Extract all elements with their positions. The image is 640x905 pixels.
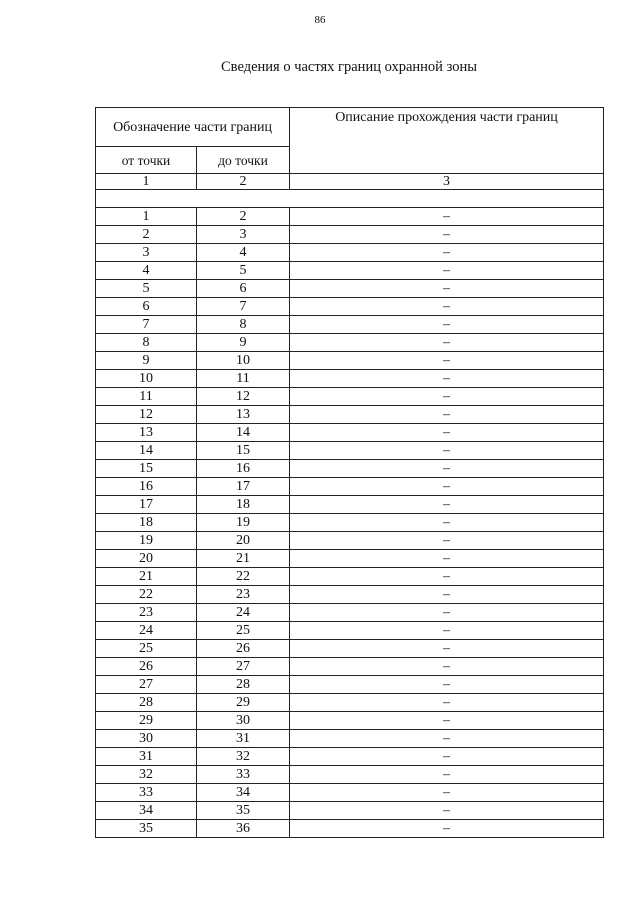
cell-description: –	[290, 298, 604, 316]
cell-to-point: 24	[197, 604, 290, 622]
section-spacer-row	[96, 190, 604, 208]
cell-to-point: 27	[197, 658, 290, 676]
cell-to-point: 2	[197, 208, 290, 226]
table-row	[96, 550, 604, 568]
cell-to-point: 3	[197, 226, 290, 244]
cell-from-point: 15	[96, 460, 197, 478]
cell-description: –	[290, 640, 604, 658]
table-row	[96, 532, 604, 550]
cell-from-point: 26	[96, 658, 197, 676]
cell-description: –	[290, 262, 604, 280]
header-boundary-part-designation: Обозначение части границ	[96, 108, 290, 147]
table-row	[96, 676, 604, 694]
table-row	[96, 748, 604, 766]
cell-from-point: 33	[96, 784, 197, 802]
table-row	[96, 244, 604, 262]
cell-description: –	[290, 604, 604, 622]
cell-from-point: 30	[96, 730, 197, 748]
cell-description: –	[290, 676, 604, 694]
cell-description: –	[290, 532, 604, 550]
cell-description: –	[290, 424, 604, 442]
cell-description: –	[290, 496, 604, 514]
table-row	[96, 460, 604, 478]
cell-to-point: 32	[197, 748, 290, 766]
cell-to-point: 7	[197, 298, 290, 316]
table-row	[96, 640, 604, 658]
cell-to-point: 14	[197, 424, 290, 442]
cell-to-point: 33	[197, 766, 290, 784]
cell-description: –	[290, 784, 604, 802]
cell-to-point: 20	[197, 532, 290, 550]
cell-to-point: 26	[197, 640, 290, 658]
cell-to-point: 22	[197, 568, 290, 586]
cell-from-point: 6	[96, 298, 197, 316]
cell-from-point: 19	[96, 532, 197, 550]
cell-from-point: 3	[96, 244, 197, 262]
table-row	[96, 298, 604, 316]
cell-to-point: 31	[197, 730, 290, 748]
table-row	[96, 334, 604, 352]
table-row	[96, 586, 604, 604]
column-number-2: 2	[197, 174, 290, 190]
cell-description: –	[290, 766, 604, 784]
header-boundary-part-description: Описание прохождения части границ	[290, 108, 604, 174]
cell-to-point: 8	[197, 316, 290, 334]
cell-from-point: 24	[96, 622, 197, 640]
table-row	[96, 370, 604, 388]
cell-from-point: 12	[96, 406, 197, 424]
cell-description: –	[290, 658, 604, 676]
header-from-point: от точки	[96, 147, 197, 174]
cell-description: –	[290, 712, 604, 730]
table-row	[96, 280, 604, 298]
table-row	[96, 622, 604, 640]
cell-from-point: 22	[96, 586, 197, 604]
section-spacer-cell	[96, 190, 604, 208]
table-row	[96, 496, 604, 514]
cell-from-point: 4	[96, 262, 197, 280]
cell-to-point: 11	[197, 370, 290, 388]
cell-from-point: 28	[96, 694, 197, 712]
page-number: 86	[314, 14, 326, 26]
cell-description: –	[290, 568, 604, 586]
column-number-row	[96, 174, 604, 190]
cell-to-point: 28	[197, 676, 290, 694]
cell-from-point: 21	[96, 568, 197, 586]
cell-from-point: 8	[96, 334, 197, 352]
table-body	[96, 108, 604, 838]
cell-description: –	[290, 730, 604, 748]
cell-description: –	[290, 550, 604, 568]
cell-from-point: 31	[96, 748, 197, 766]
table-row	[96, 352, 604, 370]
cell-from-point: 10	[96, 370, 197, 388]
cell-description: –	[290, 460, 604, 478]
cell-from-point: 7	[96, 316, 197, 334]
table-row	[96, 226, 604, 244]
column-number-3: 3	[290, 174, 604, 190]
table-row	[96, 712, 604, 730]
cell-from-point: 17	[96, 496, 197, 514]
cell-to-point: 25	[197, 622, 290, 640]
table-row	[96, 568, 604, 586]
cell-from-point: 20	[96, 550, 197, 568]
boundary-parts-table	[95, 107, 604, 838]
cell-from-point: 5	[96, 280, 197, 298]
cell-to-point: 10	[197, 352, 290, 370]
cell-from-point: 25	[96, 640, 197, 658]
cell-description: –	[290, 820, 604, 838]
cell-description: –	[290, 208, 604, 226]
cell-from-point: 18	[96, 514, 197, 532]
cell-to-point: 18	[197, 496, 290, 514]
cell-to-point: 29	[197, 694, 290, 712]
cell-description: –	[290, 586, 604, 604]
cell-description: –	[290, 334, 604, 352]
table-row	[96, 802, 604, 820]
cell-from-point: 9	[96, 352, 197, 370]
cell-to-point: 5	[197, 262, 290, 280]
table-row	[96, 388, 604, 406]
cell-description: –	[290, 622, 604, 640]
cell-description: –	[290, 406, 604, 424]
cell-to-point: 23	[197, 586, 290, 604]
cell-description: –	[290, 802, 604, 820]
cell-to-point: 35	[197, 802, 290, 820]
cell-from-point: 11	[96, 388, 197, 406]
table-row	[96, 262, 604, 280]
table-row	[96, 208, 604, 226]
cell-to-point: 19	[197, 514, 290, 532]
cell-description: –	[290, 442, 604, 460]
cell-to-point: 21	[197, 550, 290, 568]
cell-from-point: 14	[96, 442, 197, 460]
cell-from-point: 16	[96, 478, 197, 496]
cell-to-point: 30	[197, 712, 290, 730]
table-row	[96, 766, 604, 784]
cell-to-point: 16	[197, 460, 290, 478]
cell-from-point: 23	[96, 604, 197, 622]
table-row	[96, 406, 604, 424]
cell-to-point: 4	[197, 244, 290, 262]
table-row	[96, 658, 604, 676]
cell-description: –	[290, 352, 604, 370]
cell-from-point: 27	[96, 676, 197, 694]
cell-description: –	[290, 226, 604, 244]
cell-to-point: 12	[197, 388, 290, 406]
cell-description: –	[290, 316, 604, 334]
cell-description: –	[290, 370, 604, 388]
document-title: Сведения о частях границ охранной зоны	[221, 59, 477, 75]
cell-to-point: 17	[197, 478, 290, 496]
cell-from-point: 2	[96, 226, 197, 244]
table-row	[96, 316, 604, 334]
table-row	[96, 694, 604, 712]
cell-description: –	[290, 388, 604, 406]
cell-description: –	[290, 478, 604, 496]
cell-description: –	[290, 748, 604, 766]
cell-to-point: 6	[197, 280, 290, 298]
cell-to-point: 36	[197, 820, 290, 838]
cell-to-point: 9	[197, 334, 290, 352]
table-row	[96, 478, 604, 496]
cell-from-point: 1	[96, 208, 197, 226]
cell-to-point: 15	[197, 442, 290, 460]
cell-description: –	[290, 280, 604, 298]
cell-from-point: 32	[96, 766, 197, 784]
header-to-point: до точки	[197, 147, 290, 174]
cell-to-point: 13	[197, 406, 290, 424]
table-row	[96, 730, 604, 748]
cell-to-point: 34	[197, 784, 290, 802]
cell-from-point: 13	[96, 424, 197, 442]
table-row	[96, 784, 604, 802]
table-row	[96, 820, 604, 838]
cell-from-point: 35	[96, 820, 197, 838]
table-row	[96, 604, 604, 622]
cell-description: –	[290, 244, 604, 262]
table-header-row	[96, 108, 604, 147]
cell-description: –	[290, 694, 604, 712]
cell-from-point: 29	[96, 712, 197, 730]
table-row	[96, 442, 604, 460]
column-number-1: 1	[96, 174, 197, 190]
table-row	[96, 514, 604, 532]
cell-from-point: 34	[96, 802, 197, 820]
table-row	[96, 424, 604, 442]
cell-description: –	[290, 514, 604, 532]
